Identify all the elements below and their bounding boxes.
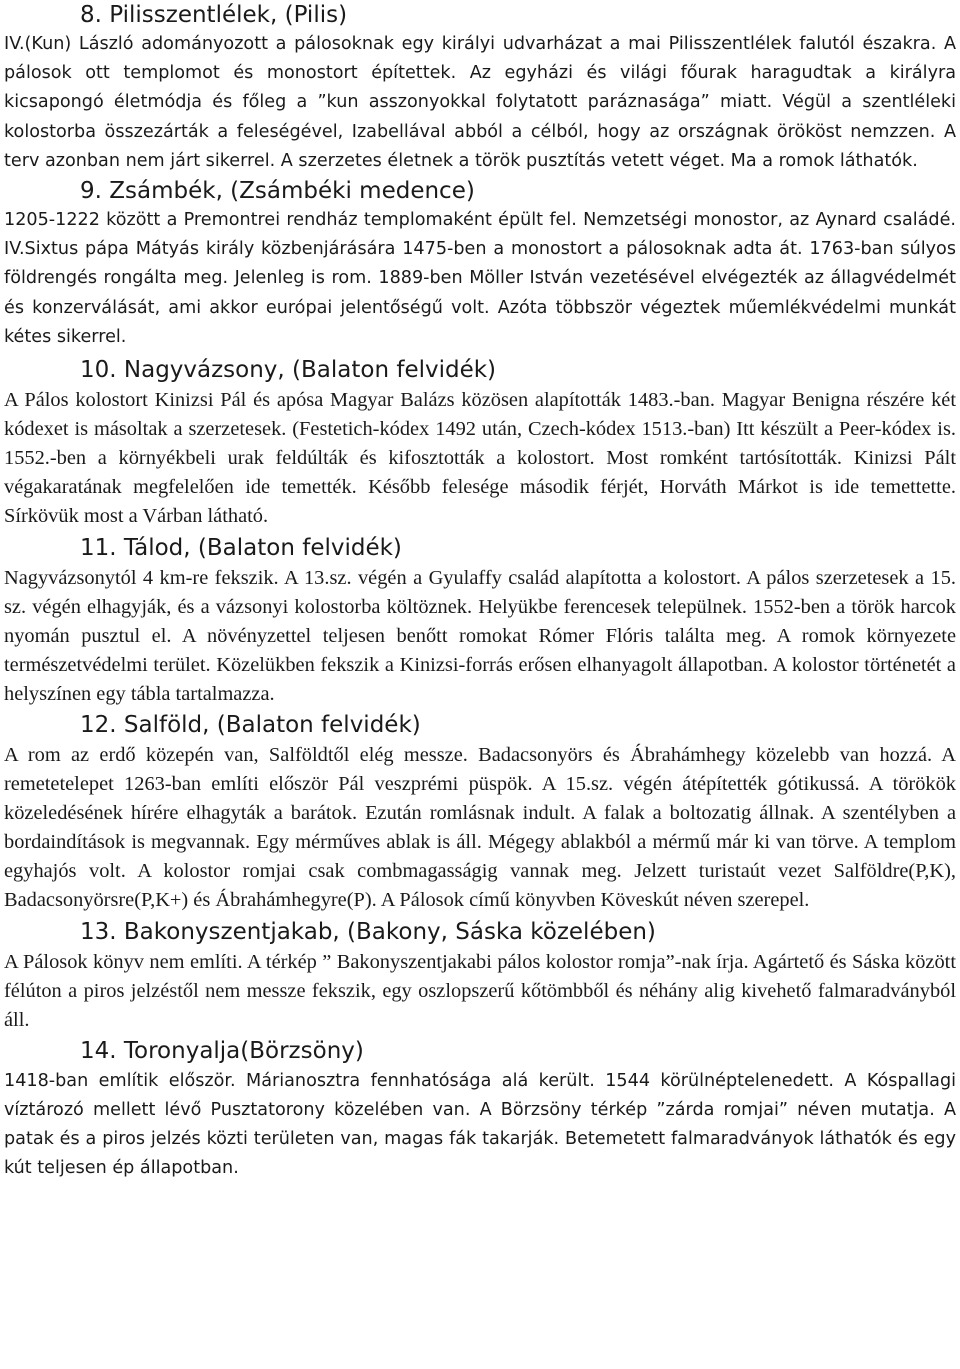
section-zsambek bbox=[4, 176, 956, 352]
section-text: 1418-ban említik először. Márianosztra fennhatósága alá került. 1544 körülnéptelenedett. A Kóspallagi víztározó mellett lévő Pusztatorony közelében van. A Börzsöny térkép ”zárda romjai” néven mutatja. A patak és a piros jelzés közti területen van, magas fák takarják. Betemetett falmaradványok láthatók és egy kút teljesen ép állapotban. bbox=[4, 1070, 956, 1179]
section-heading: 10. Nagyvázsony, (Balaton felvidék) bbox=[80, 357, 497, 384]
section-salfold bbox=[4, 709, 956, 916]
section-heading: 11. Tálod, (Balaton felvidék) bbox=[80, 534, 402, 561]
document-page bbox=[4, 0, 956, 1184]
section-text: A Pálos kolostort Kinizsi Pál és apósa Magyar Balázs közösen alapították 1483.-ban. Magyar Benigna részére két kódexet is másoltak a szerzetesek. (Festetich-kódex 1492 után, Czech-kódex 1513.-ban) Itt készült a Peer-kódex is. 1552.-ben a környékbeli urak feldúlták és kifosztották a kolostort. Most romként tartósították. Kinizsi Pált végakaratának megfelelően ide temették. Később felesége második férjét, Horváth Márkot is ide temettette. Sírkövük most a Várban látható. bbox=[4, 389, 956, 528]
section-text: A Pálosok könyv nem említi. A térkép ” Bakonyszentjakabi pálos kolostor romja”-nak írja. Agártető és Sáska között félúton a piros jelzéstől nem messze fekszik, egy oszlopszerű kőtömbből és néhány alig kivehető falmaradványból áll. bbox=[4, 950, 956, 1031]
section-text: 1205-1222 között a Premontrei rendház templomaként épült fel. Nemzetségi monostor, az Aynard családé. IV.Sixtus pápa Mátyás király közbenjárására 1475-ben a monostort a pálosoknak adta át. 1763-ban súlyos földrengés rongálta meg. Jelenleg is rom. 1889-ben Möller István vezetésével elvégezték az állagvédelmét és konzerválását, ami akkor európai jelentőségű volt. Azóta többször végeztek műemlékvédelmi munkát kétes sikerrel. bbox=[4, 210, 956, 347]
section-talod bbox=[4, 532, 956, 709]
section-heading: 12. Salföld, (Balaton felvidék) bbox=[80, 711, 421, 738]
section-bakonyszentjakab bbox=[4, 916, 956, 1035]
section-heading: 13. Bakonyszentjakab, (Bakony, Sáska közelében) bbox=[80, 918, 656, 945]
section-heading: 14. Toronyalja(Börzsöny) bbox=[80, 1037, 364, 1064]
section-text: Nagyvázsonytól 4 km-re fekszik. A 13.sz. végén a Gyulaffy család alapította a kolostort. A pálos szerzetesek a 15. sz. végén elhagyják, és a vázsonyi kolostorba költöznek. Helyükbe ferencesek települnek. 1552-ben a török harcok nyomán pusztul el. A növényzettel teljesen benőtt romokat Rómer Flóris találta meg. A romok környezete természetvédelmi terület. Közelükben fekszik a Kinizsi-forrás erősen elhanyagolt állapotban. A kolostor történetét a helyszínen egy tábla tartalmazza. bbox=[4, 566, 956, 705]
section-pilisszentlelek bbox=[4, 0, 956, 176]
section-text: IV.(Kun) László adományozott a pálosoknak egy királyi udvarházat a mai Pilisszentlélek falutól északra. A pálosok ott templomot és monostort építettek. Az egyházi és világi főurak haragudtak a királyra kicsapongó életmódja és főleg a ”kun asszonyokkal folytatott paráznasága” miatt. Végül a szentléleki kolostorba összezárták a feleségével, Izabellával abból a célból, hogy az országnak örököst nemzzen. A terv azonban nem járt sikerrel. A szerzetes életnek a török pusztítás vetett véget. Ma a romok láthatók. bbox=[4, 34, 956, 171]
section-heading: 8. Pilisszentlélek, (Pilis) bbox=[80, 2, 348, 28]
section-toronyalja bbox=[4, 1035, 956, 1184]
section-heading: 9. Zsámbék, (Zsámbéki medence) bbox=[80, 178, 475, 205]
section-nagyvazsony bbox=[4, 354, 956, 531]
section-text: A rom az erdő közepén van, Salföldtől elég messze. Badacsonyörs és Ábrahámhegy közelebb van hozzá. A remetetelepet 1263-ban említi először Pál veszprémi püspök. A 15.sz. végén átépítették gótikussá. A törökök közeledésének hírére elhagyták a barátok. Ezután romlásnak indult. A falak a boltozatig állnak. A szentélyben a bordaindítások is megvannak. Egy mérműves ablak is áll. Mégegy ablakból a mérmű már ki van törve. A templom egyhajós volt. A kolostor romjai csak combmagasságig vannak meg. Jelzett turistaút vezet Salföldre(P,K), Badacsonyörsre(P,K+) és Ábrahámhegyre(P). A Pálosok című könyvben Köveskút néven szerepel. bbox=[4, 743, 956, 912]
